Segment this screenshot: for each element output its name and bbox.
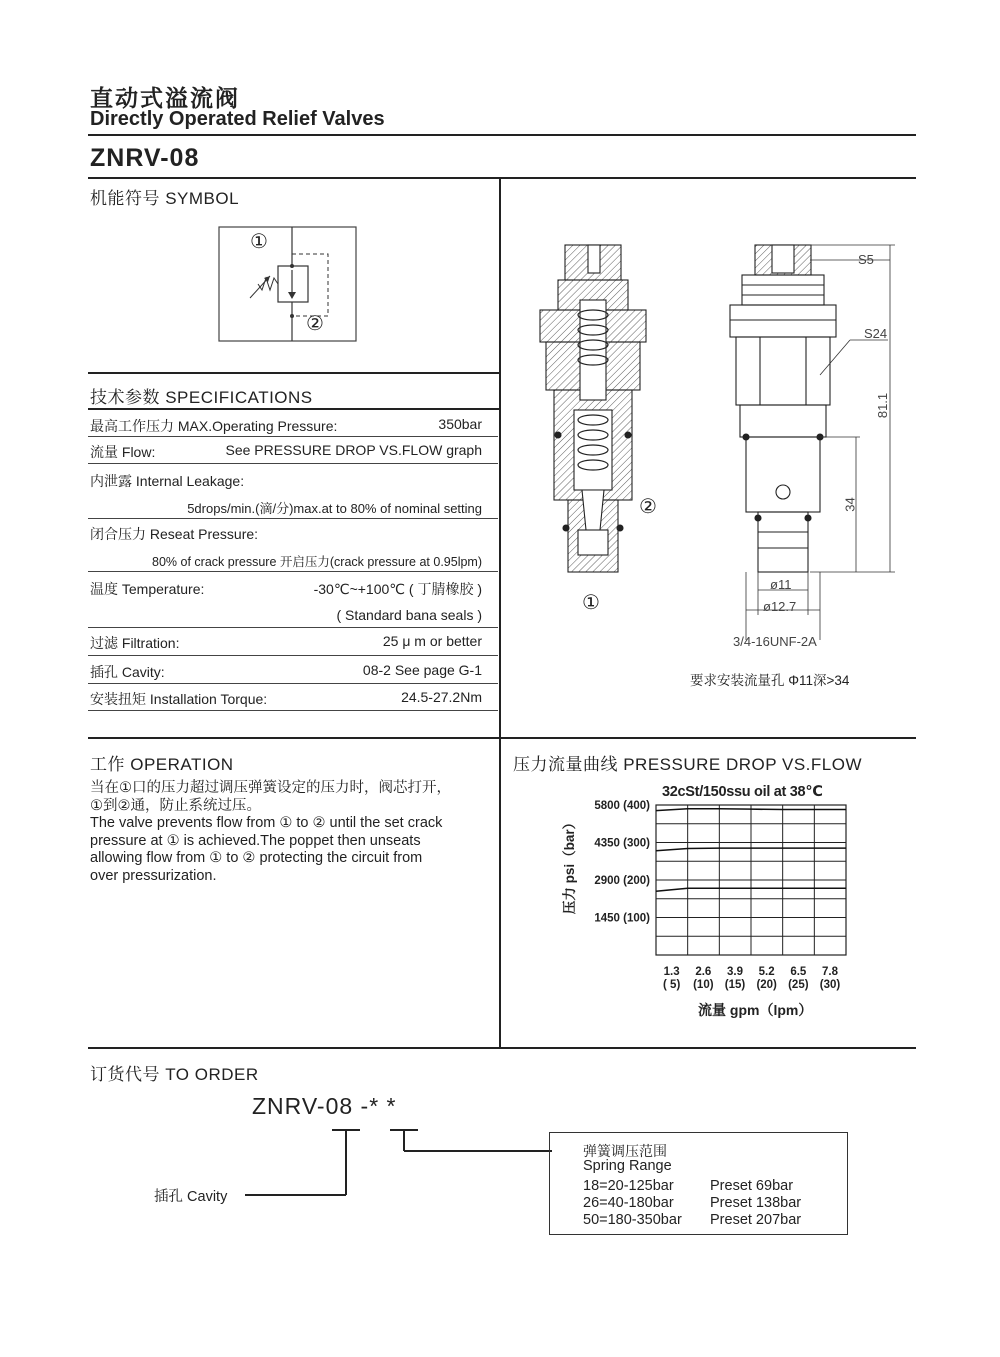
- spec-label: 最高工作压力 MAX.Operating Pressure:: [90, 418, 338, 434]
- symbol-heading: 机能符号 SYMBOL: [90, 189, 240, 208]
- symbol-port1-label: ①: [250, 231, 268, 253]
- specs-heading-rule: [88, 408, 500, 410]
- operation-line: ①到②通，防止系统过压。: [90, 797, 261, 814]
- dim-s5: S5: [858, 252, 874, 267]
- chart-x-tick-sublabel: (25): [788, 979, 809, 991]
- spec-value: See PRESSURE DROP VS.FLOW graph: [225, 442, 482, 458]
- operation-line: allowing flow from ① to ② protecting the circuit from: [90, 850, 423, 866]
- symbol-rule: [88, 372, 500, 374]
- dim-overall-length: 81.1: [875, 392, 891, 419]
- spring-range-title-cn: 弹簧调压范围: [583, 1143, 667, 1159]
- row-divider: [88, 518, 498, 519]
- row-divider: [88, 655, 498, 656]
- spec-value: 08-2 See page G-1: [362, 662, 482, 678]
- chart-x-tick-sublabel: (10): [693, 979, 714, 991]
- row-divider: [88, 683, 498, 684]
- dim-cavity-depth: 34: [842, 497, 858, 512]
- spring-range-code: 26=40-180bar: [583, 1195, 674, 1211]
- chart-y-tick-label: 4350 (300): [594, 837, 650, 850]
- operation-heading: 工作 OPERATION: [90, 755, 234, 774]
- outside-view: [730, 245, 836, 572]
- pressure-flow-chart: [570, 795, 870, 995]
- spring-range-preset: Preset 69bar: [710, 1178, 794, 1194]
- header-rule: [88, 134, 916, 136]
- spec-label: 插孔 Cavity:: [90, 664, 165, 680]
- spring-range-preset: Preset 138bar: [710, 1195, 802, 1211]
- chart-x-tick-label: 2.6: [695, 966, 712, 978]
- spec-value: -30℃~+100℃ ( 丁腈橡胶 ): [313, 581, 482, 597]
- chart-x-tick-label: 7.8: [822, 966, 838, 978]
- column-divider: [499, 178, 501, 1048]
- chart-x-tick-sublabel: ( 5): [663, 979, 681, 991]
- spec-value: 25 μ m or better: [382, 633, 482, 649]
- chart-y-tick-label: 1450 (100): [594, 912, 650, 925]
- bottom-rule: [88, 1047, 916, 1049]
- row-divider: [88, 463, 498, 464]
- page-title-cn: 直动式溢流阀: [90, 86, 240, 112]
- chart-title: 32cSt/150ssu oil at 38℃: [662, 784, 823, 800]
- operation-line: 当在①口的压力超过调压弹簧设定的压力时，阀芯打开，: [90, 780, 451, 796]
- spec-label: 温度 Temperature:: [90, 581, 205, 597]
- chart-x-tick-label: 3.9: [727, 966, 743, 978]
- middle-rule: [88, 737, 916, 739]
- operation-text: [90, 780, 500, 885]
- spec-label: 内泄露 Internal Leakage:: [90, 473, 245, 489]
- page-title-en: Directly Operated Relief Valves: [90, 108, 385, 130]
- dim-thread: 3/4-16UNF-2A: [733, 634, 817, 649]
- spec-value: 80% of crack pressure 开启压力(crack pressure at 0.95lpm): [152, 555, 482, 569]
- cavity-note: 要求安装流量孔 Φ11深>34: [690, 673, 850, 688]
- spec-label: 过滤 Filtration:: [90, 635, 180, 651]
- row-divider: [88, 710, 498, 711]
- spec-label: 闭合压力 Reseat Pressure:: [90, 526, 259, 542]
- spring-range-code: 50=180-350bar: [583, 1212, 682, 1228]
- spec-value: ( Standard bana seals ): [336, 607, 482, 623]
- spring-range-title-en: Spring Range: [583, 1158, 672, 1174]
- spring-range-code: 18=20-125bar: [583, 1178, 674, 1194]
- cross-section-view: [540, 245, 646, 572]
- operation-line: pressure at ① is achieved.The poppet then unseats: [90, 832, 421, 849]
- dim-diameter-11: ø11: [770, 577, 792, 592]
- dim-s24: S24: [864, 326, 888, 341]
- spec-value: 350bar: [438, 416, 482, 432]
- order-code: ZNRV-08 -* *: [252, 1093, 397, 1119]
- row-divider: [88, 436, 498, 437]
- chart-x-tick-sublabel: (15): [724, 979, 746, 991]
- spec-value: 24.5-27.2Nm: [401, 689, 482, 705]
- spring-range-preset: Preset 207bar: [710, 1212, 802, 1228]
- spec-label: 安装扭矩 Installation Torque:: [90, 691, 268, 707]
- drawing-port1-label: ①: [582, 592, 600, 614]
- chart-y-tick-label: 2900 (200): [594, 875, 650, 887]
- symbol-port2-label: ②: [306, 313, 324, 335]
- operation-line: over pressurization.: [90, 867, 217, 884]
- spec-label: 流量 Flow:: [90, 444, 156, 460]
- row-divider: [88, 571, 498, 572]
- hydraulic-symbol: [218, 226, 358, 344]
- chart-xlabel: 流量 gpm（lpm）: [698, 1002, 813, 1018]
- chart-x-tick-sublabel: (30): [819, 979, 841, 991]
- valve-drawing: [510, 230, 910, 660]
- spec-value: 5drops/min.(滴/分)max.at to 80% of nominal setting: [187, 501, 482, 516]
- drawing-port2-label: ②: [639, 496, 657, 518]
- chart-x-tick-label: 5.2: [758, 966, 775, 978]
- row-divider: [88, 627, 498, 628]
- chart-ylabel: 压力 psi（bar）: [562, 815, 577, 915]
- chart-y-tick-label: 5800 (400): [594, 800, 650, 812]
- order-connector-lines: [240, 1125, 560, 1205]
- chart-x-tick-label: 1.3: [663, 966, 680, 978]
- specs-heading: 技术参数 SPECIFICATIONS: [90, 388, 313, 407]
- chart-x-tick-sublabel: (20): [756, 979, 777, 991]
- model-number: ZNRV-08: [90, 144, 200, 172]
- order-cavity-label: 插孔 Cavity: [154, 1189, 228, 1205]
- operation-line: The valve prevents flow from ① to ② until the set crack: [90, 815, 443, 831]
- order-heading: 订货代号 TO ORDER: [90, 1065, 259, 1084]
- chart-x-tick-label: 6.5: [790, 966, 807, 978]
- dim-diameter-12-7: ø12.7: [763, 599, 797, 614]
- chart-heading: 压力流量曲线 PRESSURE DROP VS.FLOW: [513, 755, 863, 774]
- model-rule: [88, 177, 916, 179]
